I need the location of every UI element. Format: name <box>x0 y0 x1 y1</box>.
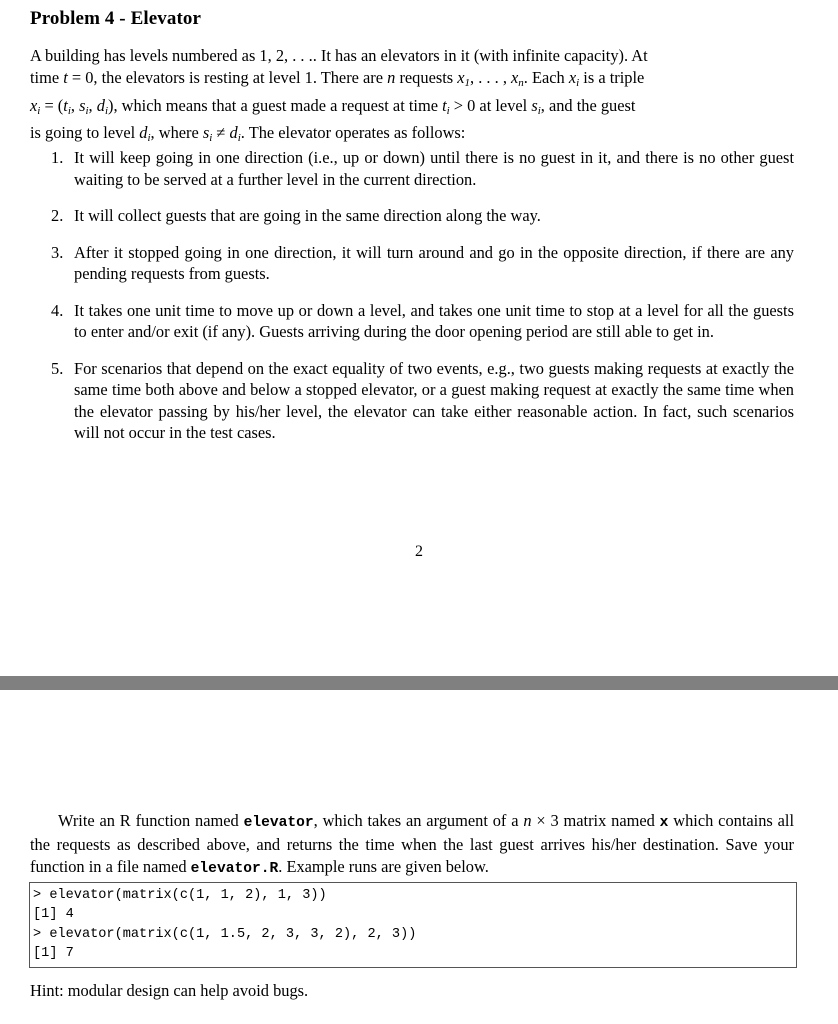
math-var: t <box>63 95 68 115</box>
intro-text: , <box>70 95 80 115</box>
math-var: d <box>229 122 238 142</box>
problem-intro <box>30 45 794 149</box>
intro-text: time <box>30 68 64 88</box>
intro-text: requests <box>395 68 458 88</box>
intro-text: . Each <box>523 68 569 88</box>
intro-text: is a triple <box>579 68 645 88</box>
math-sub: i <box>67 104 71 117</box>
intro-text: , <box>88 95 97 115</box>
math-sub: i <box>104 104 108 117</box>
intro-text: > 0 at level <box>449 95 532 115</box>
intro-line-2 <box>30 67 794 94</box>
code-example-box <box>29 882 797 968</box>
math-sub: i <box>537 104 541 117</box>
intro-text: , where <box>150 122 203 142</box>
rule-text: After it stopped going in one direction, it will turn around and go in the opposite direction, if there are any pending requests from guests. <box>74 242 794 283</box>
math-var: d <box>139 122 148 142</box>
math-sub: n <box>518 77 524 90</box>
rule-item <box>30 300 794 343</box>
math-sub: i <box>446 104 450 117</box>
problem-title: Problem 4 - Elevator <box>30 8 202 29</box>
math-var: t <box>63 68 68 88</box>
code-line: [1] 4 <box>33 907 74 923</box>
hint-text: Hint: modular design can help avoid bugs. <box>30 981 309 1000</box>
intro-text: , . . . , <box>470 68 512 88</box>
rule-number: 3. <box>51 242 64 262</box>
task-text: . Example runs are given below. <box>278 857 489 876</box>
rule-text: It will collect guests that are going in the same direction along the way. <box>74 206 541 225</box>
task-description <box>30 810 794 880</box>
rule-item <box>30 358 794 444</box>
rule-text: It takes one unit time to move up or down a level, and takes one unit time to stop at a level for all the guests to enter and/or exit (if any). Guests arriving during the door opening period are still able to get in. <box>74 300 794 341</box>
intro-text: = ( <box>40 95 64 115</box>
page-divider <box>0 676 838 690</box>
math-sub: i <box>576 77 580 90</box>
intro-text: . The elevator operates as follows: <box>240 122 466 142</box>
rules-list <box>30 147 794 459</box>
intro-text: ), which means that a guest made a request at time <box>108 95 443 115</box>
file-name: elevator.R <box>190 861 279 877</box>
task-text: , which takes an argument of a <box>313 811 524 830</box>
math-var: t <box>442 95 447 115</box>
rule-number: 2. <box>51 206 64 225</box>
math-var: n <box>387 68 396 88</box>
intro-line-3 <box>30 95 794 122</box>
intro-text: , and the guest <box>540 95 636 115</box>
math-var: n <box>523 811 532 830</box>
code-line: [1] 7 <box>33 945 74 961</box>
math-var: x <box>457 68 465 88</box>
intro-text: is going to level <box>30 122 140 142</box>
rule-item <box>30 205 794 227</box>
math-sub: i <box>237 131 241 144</box>
math-sub: i <box>85 104 89 117</box>
rule-text: It will keep going in one direction (i.e., up or down) until there is no guest in it, and there is no other guest waiting to be served at a further level in the current direction. <box>74 148 794 189</box>
pdf-page-2 <box>0 690 838 1024</box>
rule-item <box>30 242 794 285</box>
intro-text: ≠ <box>212 122 230 142</box>
function-name: elevator <box>243 815 314 831</box>
code-line: > elevator(matrix(c(1, 1.5, 2, 3, 3, 2), 2, 3)) <box>33 926 417 942</box>
argument-name: x <box>659 815 669 831</box>
intro-text: A building has levels numbered as 1, 2, . . .. It has an elevators in it (with infinite capacity). At <box>30 46 648 65</box>
math-var: s <box>79 95 86 115</box>
math-var: x <box>30 95 38 115</box>
math-sub: i <box>147 131 151 144</box>
math-sub: i <box>37 104 41 117</box>
math-sub: i <box>209 131 213 144</box>
math-var: s <box>531 95 538 115</box>
math-var: x <box>568 68 577 88</box>
page-number: 2 <box>415 543 423 560</box>
task-text: Write an R function named <box>58 811 244 830</box>
rule-number: 5. <box>51 358 64 378</box>
intro-text: = 0, the elevators is resting at level 1. There are <box>67 68 388 88</box>
math-sub: 1 <box>464 77 471 90</box>
intro-line-4 <box>30 122 794 149</box>
intro-line-1 <box>30 45 794 67</box>
code-line: > elevator(matrix(c(1, 1, 2), 1, 3)) <box>33 888 327 903</box>
rule-number: 4. <box>51 300 64 320</box>
task-text: which contains all the requests as described above, and returns the time when the last guest arrives his/her destination. Save your function in a file named <box>30 811 795 876</box>
math-var: d <box>96 95 105 115</box>
math-var: x <box>511 68 519 88</box>
rule-text: For scenarios that depend on the exact equality of two events, e.g., two guests making requests at exactly the same time both above and below a stopped elevator, or a guest making request at exactly the same time when the elevator passing by his/her level, the elevator can take either reasonable action. In fact, such scenarios will not occur in the test cases. <box>74 358 794 442</box>
math-var: s <box>202 122 210 142</box>
rule-number: 1. <box>51 148 64 167</box>
task-text: × 3 matrix named <box>531 811 660 830</box>
rule-item <box>30 147 794 190</box>
